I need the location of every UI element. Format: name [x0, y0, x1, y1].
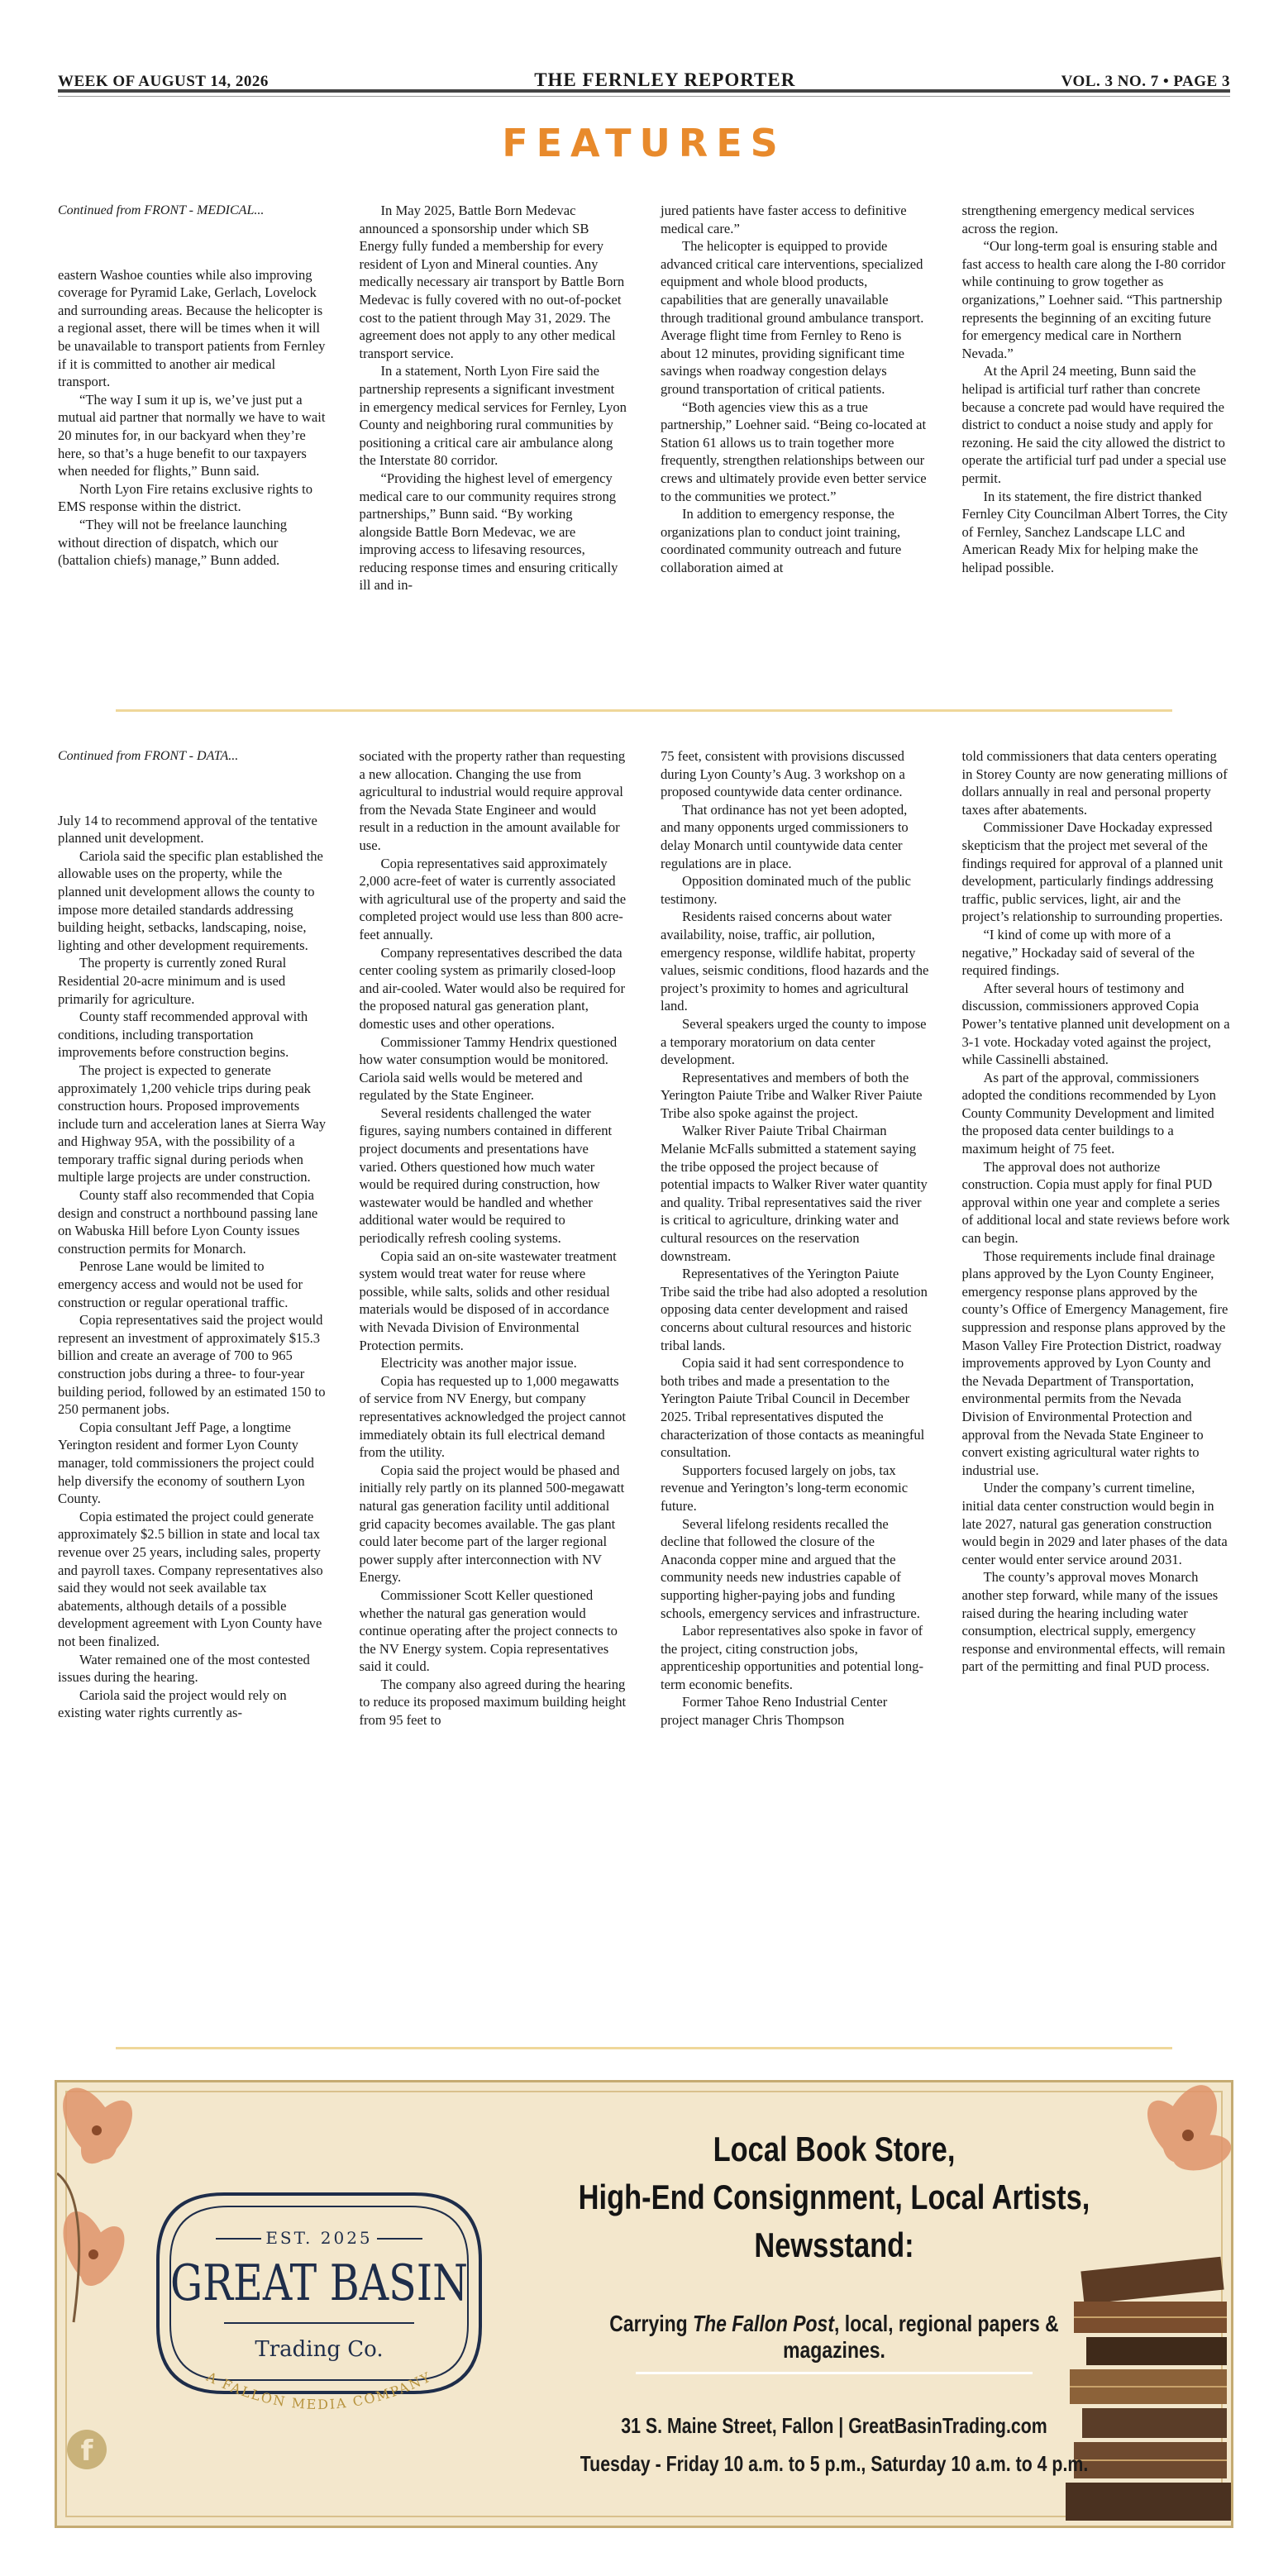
ad-headline-line: Newsstand:	[754, 2225, 914, 2264]
paragraph: “Providing the highest level of emergency medical care to our community requires strong partnerships,” Bunn said. “By working alongside Battle Born Medevac, we are improving access to lifesaving resources, reducing response times and ensuring critically ill and in-	[359, 470, 618, 594]
paragraph: “I kind of come up with more of a negative,” Hockaday said of several of the required findings.	[961, 926, 1195, 979]
paragraph: Supporters focused largely on jobs, tax revenue and Yerington’s long-term economic future.	[661, 1462, 909, 1514]
story-medical-col-1	[58, 202, 327, 594]
paragraph: In its statement, the fire district thanked Fernley City Councilman Albert Torres, the City of Fernley, Sanchez Landscape LLC and American Ready Mix for helping make the helipad possible.	[961, 488, 1228, 575]
paragraph: Copia consultant Jeff Page, a longtime Yerington resident and former Lyon County manager, told commissioners the project could help diversify the economy of southern Lyon County.	[58, 1419, 314, 1507]
paragraph: Commissioner Tammy Hendrix questioned how water consumption would be monitored. Cariola said wells would be metered and regulated by the State Engineer.	[359, 1033, 618, 1104]
svg-text:A FALLON MEDIA COMPANY: A FALLON MEDIA COMPANY	[203, 2368, 435, 2413]
story-data-col-2	[360, 747, 628, 1729]
paragraph: “Our long-term goal is ensuring stable and fast access to health care along the I-80 corridor while continuing to grow together as organizations,” Loehner said. “This partnership represents the beginning of an exciting future for emergency medical care in Northern Nevada.”	[961, 238, 1226, 361]
paragraph: County staff recommended approval with conditions, including transportation improvements before construction begins.	[58, 1009, 308, 1061]
paragraph: Cariola said the project would rely on existing water rights currently as-	[58, 1686, 287, 1721]
paragraph: That ordinance has not yet been adopted, and many opponents urged commissioners to delay Monarch until countywide data center regulations are in place.	[661, 801, 909, 871]
paragraph: Labor representatives also spoke in favor of the project, citing construction jobs, apprenticeship opportunities and potential long-term economic benefits.	[661, 1623, 923, 1692]
volume-page: VOL. 3 NO. 7 • PAGE 3	[1061, 73, 1230, 90]
paragraph: “The way I sum it up is, we’ve just put a mutual aid partner that normally we have to wait 20 minutes for, in our backyard when they’re here, so that’s a huge benefit to our taxpayers when needed for flights,” Bunn said.	[58, 391, 326, 479]
story-medical-col-3	[661, 202, 929, 594]
story-data-center	[58, 747, 1230, 1729]
ad-sub-text: , local, regional papers & magazines.	[783, 2311, 1059, 2363]
story-medical	[58, 202, 1230, 594]
svg-text:GREAT BASIN: GREAT BASIN	[170, 2254, 468, 2312]
paragraph: The project is expected to generate approximately 1,200 vehicle trips during peak construction hours. Proposed improvements include turn and acceleration lanes at Sierra Way and Highway 95A, with the possibility of a temporary traffic signal during periods when multiple large projects are under construction.	[58, 1061, 327, 1185]
ad-hours: Tuesday - Friday 10 a.m. to 5 p.m., Saturday 10 a.m. to 4 p.m.	[580, 2451, 1089, 2476]
paragraph: Copia has requested up to 1,000 megawatts of service from NV Energy, but company representatives acknowledged the project cannot immediately obtain its full electrical demand from the utility.	[359, 1372, 627, 1461]
facebook-icon[interactable]: f	[67, 2430, 107, 2469]
flower-right-icon	[1099, 2080, 1233, 2240]
paragraph: After several hours of testimony and discussion, commissioners approved Copia Power’s tentative planned unit development on a 3-1 vote. Hockaday voted against the project, while Cassinelli abstained.	[961, 980, 1230, 1068]
paragraph: Copia representatives said approximately 2,000 acre-feet of water is currently associated with agricultural use of the property and said the completed project would use less than 800 acre-feet annually.	[359, 855, 627, 942]
great-basin-logo	[125, 2161, 513, 2434]
paragraph: eastern Washoe counties while also improving coverage for Pyramid Lake, Gerlach, Lovelock and surrounding areas. Because the helicopter is a regional asset, there will be times when it will be unavailable to transport patients from Fernley if it is committed to another air medical transport.	[58, 266, 326, 390]
svg-text:EST. 2025: EST. 2025	[265, 2228, 373, 2248]
ad-rule	[636, 2372, 1033, 2374]
paragraph: Company representatives described the data center cooling system as primarily closed-loop and air-cooled. Water would also be required for the proposed natural gas generation plant, domestic uses and other operations.	[359, 944, 625, 1032]
paragraph: North Lyon Fire retains exclusive rights to EMS response within the district.	[58, 480, 313, 515]
svg-text:Trading Co.: Trading Co.	[255, 2337, 384, 2362]
paragraph: Electricity was another major issue.	[380, 1355, 577, 1371]
ad-sub-publication: The Fallon Post	[693, 2311, 834, 2336]
paragraph: In addition to emergency response, the organizations plan to conduct joint training, coordinated community outreach and future collaboration aimed at	[661, 506, 902, 575]
ad-sub-text: Carrying	[609, 2311, 694, 2336]
paragraph: Copia representatives said the project would represent an investment of approximately $15.3 billion and create an average of 700 to 965 construction jobs during a three- to four-year building period, followed by an estimated 150 to 250 permanent jobs.	[58, 1312, 326, 1418]
paragraph: Commissioner Scott Keller questioned whether the natural gas generation would continue operating after the project connects to the NV Energy system. Copia representatives said it could.	[359, 1586, 618, 1675]
paragraph: The approval does not authorize construction. Copia must apply for final PUD approval within one year and complete a series of additional local and state reviews before work can begin.	[961, 1158, 1230, 1247]
paragraph: Representatives and members of both the Yerington Paiute Tribe and Walker River Paiute Tribe also spoke against the project.	[661, 1069, 923, 1121]
paragraph: Commissioner Dave Hockaday expressed skepticism that the project met several of the findings required for approval of a planned unit development, particularly findings addressing traffic, public services, light, air and the project’s relationship to surrounding properties.	[961, 819, 1224, 925]
paragraph: Several speakers urged the county to impose a temporary moratorium on data center development.	[661, 1015, 927, 1068]
paragraph: At the April 24 meeting, Bunn said the helipad is artificial turf rather than concrete because a concrete pad would have required the district to conduct a noise study and apply for rezoning. He said the city allowed the district to operate the artificial turf pad under a special use permit.	[961, 363, 1227, 486]
continued-label: Continued from FRONT - MEDICAL...	[58, 203, 265, 217]
story-data-col-4	[962, 747, 1231, 1729]
paragraph: Those requirements include final drainage plans approved by the Lyon County Engineer, emergency response plans approved by the county’s Office of Emergency Management, fire suppression and response plans approved by the Mason Valley Fire Protection District, roadway improvements approved by Lyon County and the Nevada Department of Transportation, environmental permits from the Nevada Division of Environmental Protection and approval from the Nevada State Engineer to convert existing agricultural water rights to industrial use.	[961, 1247, 1228, 1478]
ad-headline	[576, 2125, 1091, 2269]
story-data-col-3	[661, 747, 929, 1729]
paragraph: The helicopter is equipped to provide advanced critical care interventions, specialized equipment and whole blood products, capabilities that are generally unavailable through traditional ground ambulance transport. Average flight time from Fernley to Reno is about 12 minutes, providing significant time savings when roadway congestion delays ground transportation of critical patients.	[661, 238, 924, 397]
story-medical-col-4	[962, 202, 1231, 594]
section-divider	[116, 2047, 1172, 2049]
section-title: FEATURES	[502, 121, 786, 165]
paragraph: The property is currently zoned Rural Residential 20-acre minimum and is used primarily for agriculture.	[58, 955, 287, 1007]
paragraph: Water remained one of the most contested issues during the hearing.	[58, 1651, 310, 1686]
paragraph: jured patients have faster access to definitive medical care.”	[661, 203, 907, 236]
paragraph: Cariola said the specific plan established the allowable uses on the property, while the planned unit development allows the county to impose more detailed standards addressing building height, setbacks, landscaping, noise, lighting and other development requirements.	[58, 847, 323, 953]
paragraph: As part of the approval, commissioners adopted the conditions recommended by Lyon County Community Development and limited the proposed data center buildings to a maximum height of 75 feet.	[961, 1069, 1216, 1157]
paragraph: Several lifelong residents recalled the decline that followed the closure of the Anaconda copper mine and argued that the community needs new industries capable of supporting higher-paying jobs and funding schools, emergency services and infrastructure.	[661, 1515, 920, 1621]
issue-date: WEEK OF AUGUST 14, 2026	[58, 73, 269, 90]
paragraph: Penrose Lane would be limited to emergency access and would not be used for construction or regular operational traffic.	[58, 1258, 303, 1310]
section-divider	[116, 709, 1172, 712]
story-data-col-1	[58, 747, 327, 1729]
paragraph: In a statement, North Lyon Fire said the partnership represents a significant investment in emergency medical services for Fernley, Lyon County and neighboring rural communities by positioning a critical care air ambulance along the Interstate 80 corridor.	[359, 363, 627, 469]
paragraph: Under the company’s current timeline, initial data center construction would begin in late 2027, natural gas generation construction would begin in 2029 and later phases of the data center would enter service around 2031.	[961, 1480, 1228, 1567]
paragraph: Former Tahoe Reno Industrial Center project manager Chris Thompson	[661, 1694, 888, 1729]
paragraph: “They will not be freelance launching without direction of dispatch, which our (battalion chiefs) manage,” Bunn added.	[58, 516, 288, 569]
masthead-rule	[58, 89, 1230, 93]
paragraph: Representatives of the Yerington Paiute Tribe said the tribe had also adopted a resolution opposing data center development and raised concerns about cultural resources and historic tribal lands.	[661, 1266, 928, 1353]
paragraph: Copia said the project would be phased and initially rely partly on its planned 500-megawatt natural gas generation facility until additional grid capacity becomes available. The gas plant could later become part of the larger regional power supply after interconnection with NV Energy.	[359, 1462, 625, 1586]
ad-subheadline	[576, 2311, 1091, 2364]
paragraph: The company also agreed during the hearing to reduce its proposed maximum building height from 95 feet to	[359, 1676, 627, 1729]
continued-label: Continued from FRONT - DATA...	[58, 749, 239, 763]
paragraph: Copia said an on-site wastewater treatment system would treat water for reuse where possible, while salts, solids and other residual materials would be disposed of in accordance with Nevada Division of Environmental Protection permits.	[359, 1247, 617, 1353]
paragraph: sociated with the property rather than requesting a new allocation. Changing the use from agricultural to industrial would require approval from the Nevada State Engineer and would result in a reduction in the amount available for use.	[359, 748, 626, 853]
paragraph: The county’s approval moves Monarch another step forward, while many of the issues raised during the hearing including water consumption, electrical supply, emergency response and environmental effects, will remain part of the permitting and final PUD process.	[961, 1569, 1226, 1675]
paragraph: Walker River Paiute Tribal Chairman Melanie McFalls submitted a statement saying the tribe opposed the project because of potential impacts to Walker River water quantity and quality. Tribal representatives said the river is critical to agriculture, drinking water and cultural resources on the reservation downstream.	[661, 1123, 928, 1264]
ad-headline-line: Local Book Store,	[713, 2130, 956, 2168]
paragraph: July 14 to recommend approval of the tentative planned unit development.	[58, 812, 317, 847]
paragraph: 75 feet, consistent with provisions discussed during Lyon County’s Aug. 3 workshop on a proposed countywide data center ordinance.	[661, 748, 905, 800]
paragraph: “Both agencies view this as a true partnership,” Loehner said. “Being co-located at Station 61 allows us to train together more frequently, strengthen relationships between our crews and ultimately provide even better service to the communities we protect.”	[661, 398, 927, 504]
masthead	[58, 58, 1230, 91]
paragraph: told commissioners that data centers operating in Storey County are now generating millions of dollars annually in real and personal property taxes after abatements.	[961, 748, 1228, 818]
masthead-rule-thin	[58, 96, 1230, 97]
paragraph: strengthening emergency medical services across the region.	[961, 203, 1195, 236]
paragraph: Opposition dominated much of the public testimony.	[661, 873, 911, 907]
paragraph: Copia estimated the project could generate approximately $2.5 billion in state and local tax revenue over 25 years, including sales, property and payroll taxes. Company representatives also said they would not seek available tax abatements, although details of a possible development agreement with Lyon County have not been finalized.	[58, 1508, 323, 1649]
paragraph: Several residents challenged the water figures, saying numbers contained in different project documents and presentations have varied. Others questioned how much water would be required during construction, how wastewater would be handled and whether additional water would be required to periodically refresh cooling systems.	[359, 1104, 613, 1247]
paragraph: In May 2025, Battle Born Medevac announced a sponsorship under which SB Energy fully funded a membership for every resident of Lyon and Mineral counties. Any medically necessary air transport by Battle Born Medevac is fully covered with no out-of-pocket cost to the patient through May 31, 2029. The agreement does not apply to any other medical transport service.	[359, 203, 625, 361]
book-stack-icon	[1049, 2256, 1231, 2521]
newspaper-name: THE FERNLEY REPORTER	[534, 69, 796, 90]
paragraph: Residents raised concerns about water availability, noise, traffic, air pollution, emergency response, wildlife habitat, property values, seismic conditions, flood hazards and the project’s proximity to homes and agricultural land.	[661, 909, 929, 1014]
ad-headline-line: High-End Consignment, Local Artists,	[578, 2178, 1090, 2216]
paragraph: Copia said it had sent correspondence to both tribes and made a presentation to the Yerington Paiute Tribal Council in December 2025. Tribal representatives disputed the characterization of those contacts as meaningful consultation.	[661, 1355, 925, 1461]
great-basin-advertisement[interactable]	[55, 2080, 1233, 2528]
ad-address[interactable]: 31 S. Maine Street, Fallon | GreatBasinTrading.com	[621, 2413, 1047, 2438]
paragraph: County staff also recommended that Copia design and construct a northbound passing lane on Wabuska Hill before Lyon County issues construction permits for Monarch.	[58, 1187, 318, 1257]
story-medical-col-2	[360, 202, 628, 594]
